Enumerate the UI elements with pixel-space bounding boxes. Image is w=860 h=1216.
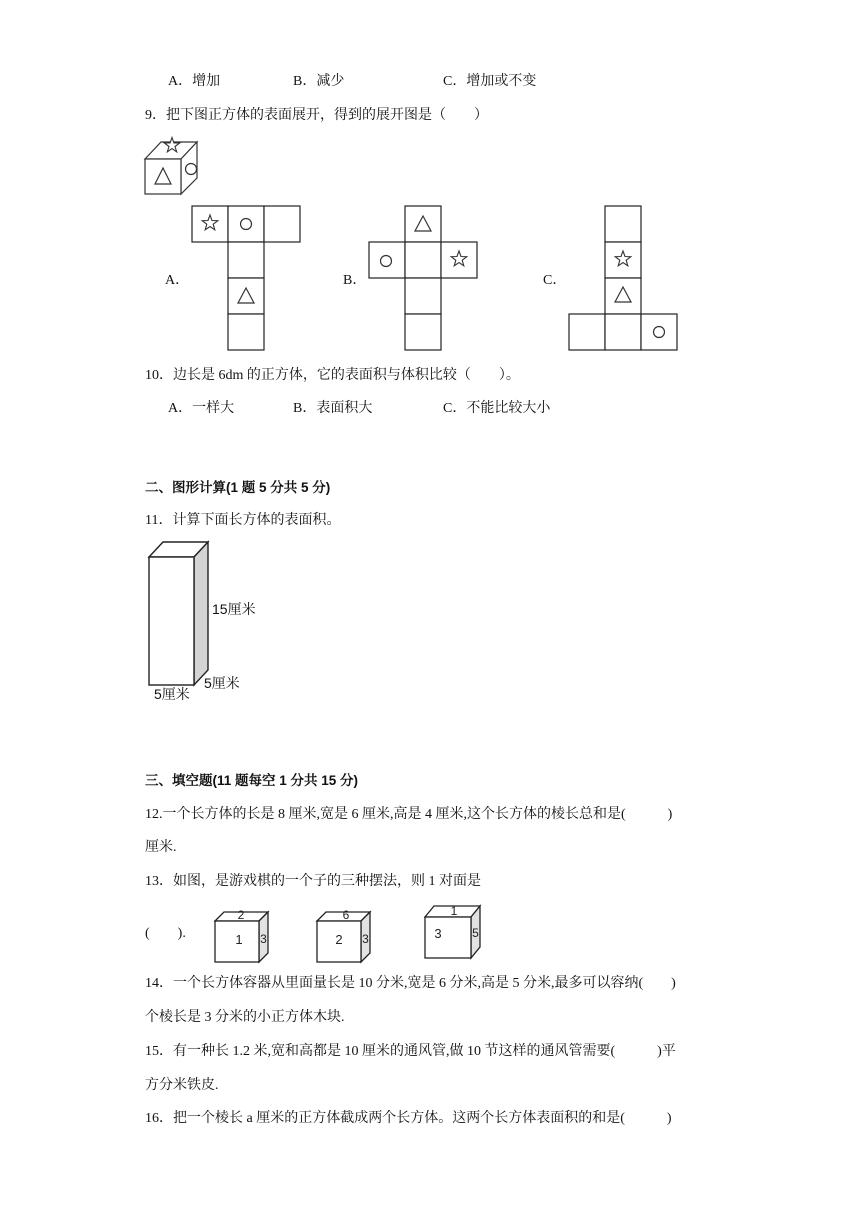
q9-option-c-label: C． [543, 273, 567, 288]
q14-line2: 个棱长是 3 分米的小正方体木块. [145, 1010, 345, 1025]
q9-option-a-net[interactable] [190, 205, 302, 353]
q9-option-b-net[interactable] [367, 205, 479, 353]
q9-cube-figure [140, 134, 210, 198]
die-2-front-number: 2 [335, 932, 343, 947]
q13-die-2 [315, 906, 375, 964]
section-2-heading: 二、图形计算(1 题 5 分共 5 分) [145, 480, 331, 495]
die-3-front-number: 3 [434, 926, 442, 941]
q15-line2: 方分米铁皮. [145, 1078, 219, 1093]
length-label: 5厘米 [154, 686, 190, 702]
die-1-side-number: 3 [260, 932, 267, 946]
q8-option-a: A．增加 [168, 74, 221, 89]
die-1-front-number: 1 [235, 932, 243, 947]
q13-stem: 13．如图，是游戏棋的一个子的三种摆法，则 1 对面是 [145, 874, 481, 889]
q16-line1: 16．把一个棱长 a 厘米的正方体截成两个长方体。这两个长方体表面积的和是( ) [145, 1111, 672, 1126]
die-2-top-number: 6 [342, 908, 350, 922]
q13-answer-blank: ( ). [145, 926, 186, 941]
q10-option-c: C．不能比较大小 [443, 401, 551, 416]
q14-line1: 14．一个长方体容器从里面量长是 10 分米,宽是 6 分米,高是 5 分米,最多可以容纳( ) [145, 976, 676, 991]
die-3-side-number: 5 [472, 926, 479, 940]
q8-option-b: B．减少 [293, 74, 345, 89]
q8-option-c: C．增加或不变 [443, 74, 537, 89]
q13-die-1 [213, 906, 273, 964]
section-3-heading: 三、填空题(11 题每空 1 分共 15 分) [145, 773, 359, 788]
die-2-side-number: 3 [362, 932, 369, 946]
q9-option-a-label: A． [165, 273, 190, 288]
width-label: 5厘米 [204, 675, 240, 691]
q10-stem: 10．边长是 6dm 的正方体，它的表面积与体积比较（ ）。 [145, 368, 520, 383]
q10-option-b: B．表面积大 [293, 401, 373, 416]
q9-stem: 9．把下图正方体的表面展开，得到的展开图是（ ） [145, 108, 488, 123]
q9-option-b-label: B． [343, 273, 367, 288]
q9-option-c-net[interactable] [567, 205, 679, 353]
q15-line1: 15．有一种长 1.2 米,宽和高都是 10 厘米的通风管,做 10 节这样的通风管需要( )平 [145, 1044, 676, 1059]
q13-die-3 [423, 902, 483, 960]
q10-option-a: A．一样大 [168, 401, 235, 416]
height-label: 15厘米 [212, 601, 256, 617]
q11-stem: 11．计算下面长方体的表面积。 [145, 513, 341, 528]
q12-line1: 12.一个长方体的长是 8 厘米,宽是 6 厘米,高是 4 厘米,这个长方体的棱长总和是( ) [145, 807, 673, 822]
die-3-top-number: 1 [450, 904, 458, 918]
q11-cuboid-figure [145, 538, 275, 708]
die-1-top-number: 2 [237, 908, 245, 922]
q12-line2: 厘米. [145, 840, 177, 855]
